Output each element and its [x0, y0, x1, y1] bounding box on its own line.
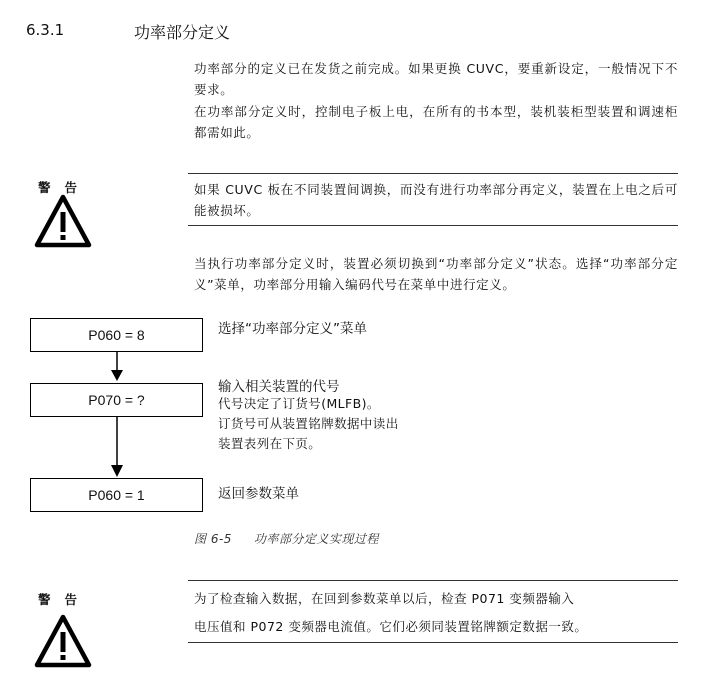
figure-number: 图 6-5 [194, 532, 232, 546]
warning-label: 警告 [38, 180, 92, 195]
warning-top-rule [188, 173, 678, 174]
step-desc-line: 代号决定了订货号(MLFB)。 [218, 396, 380, 411]
section-number: 6.3.1 [26, 21, 65, 39]
step-desc-line: 装置表列在下页。 [218, 436, 322, 451]
warning-label-2: 警告 [38, 592, 92, 607]
warning-text: 如果 CUVC 板在不同装置间调换，而没有进行功率部分再定义，装置在上电之后可能被损坏。 [194, 182, 678, 218]
warning-triangle-icon [34, 194, 92, 248]
intro-paragraph-1: 功率部分的定义已在发货之前完成。如果更换 CUVC，要重新设定，一般情况下不要求。 [194, 61, 678, 97]
warning2-bottom-rule [188, 642, 678, 643]
warning-triangle-icon [34, 614, 92, 668]
flow-arrow-1 [110, 352, 124, 382]
intro-paragraph-2: 在功率部分定义时，控制电子板上电，在所有的书本型，装机装柜型装置和调速柜都需如此。 [194, 104, 678, 140]
param-box-p060-1: P060 = 1 [30, 478, 203, 512]
flow-arrow-2 [110, 417, 124, 478]
step-desc-line: 订货号可从装置铭牌数据中读出 [218, 416, 399, 431]
param-box-p060-8: P060 = 8 [30, 318, 203, 352]
warning2-line-1: 为了检查输入数据，在回到参数菜单以后，检查 P071 变频器输入 [194, 591, 575, 606]
warning2-line-2: 电压值和 P072 变频器电流值。它们必须同装置铭牌额定数据一致。 [194, 619, 588, 634]
procedure-paragraph: 当执行功率部分定义时，装置必须切换到“功率部分定义”状态。选择“功率部分定义”菜单，功率部分用输入编码代号在菜单中进行定义。 [194, 256, 678, 292]
figure-title: 功率部分定义实现过程 [253, 532, 379, 546]
warning-bottom-rule [188, 225, 678, 226]
step-title-select-menu: 选择“功率部分定义”菜单 [218, 321, 367, 337]
warning2-top-rule [188, 580, 678, 581]
figure-caption [194, 530, 379, 547]
step-title-enter-code: 输入相关装置的代号 [218, 379, 340, 395]
param-box-p070: P070 = ? [30, 383, 203, 417]
step-title-return-menu: 返回参数菜单 [218, 486, 299, 502]
section-title: 功率部分定义 [134, 23, 231, 42]
